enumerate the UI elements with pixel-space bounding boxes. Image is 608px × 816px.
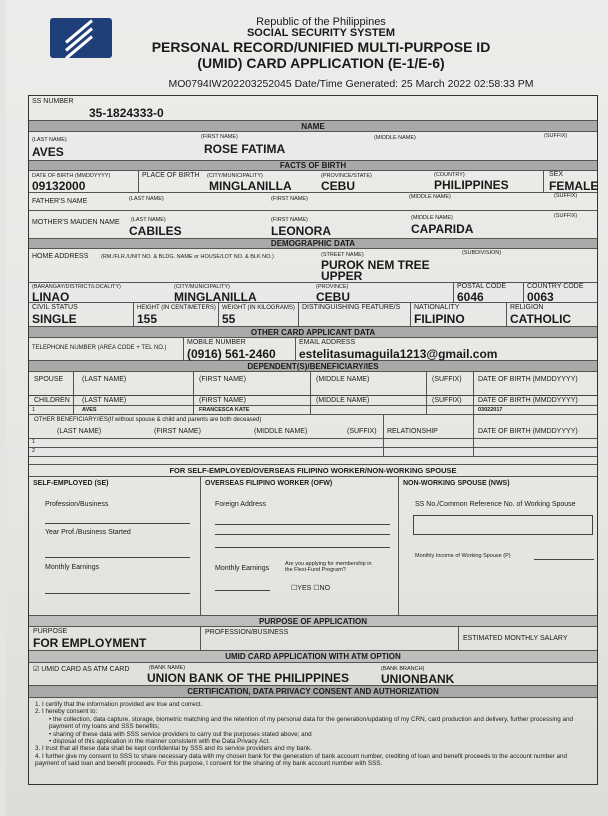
label: Foreign Address bbox=[215, 501, 266, 508]
email: estelitasumaguila1213@gmail.com bbox=[299, 347, 498, 361]
label: WEIGHT (IN KILOGRAMS) bbox=[222, 305, 295, 311]
sex: FEMALE bbox=[549, 179, 599, 193]
label: (LAST NAME) bbox=[82, 397, 127, 404]
label: (SUFFIX) bbox=[554, 213, 578, 219]
label: (FIRST NAME) bbox=[201, 134, 238, 140]
label: HOME ADDRESS bbox=[32, 253, 89, 260]
mother-last: CABILES bbox=[129, 224, 182, 238]
label: DATE OF BIRTH (MMDDYYYY) bbox=[32, 173, 111, 179]
dependents-section: DEPENDENT(S)/BENEFICIARY/IES bbox=[29, 361, 597, 372]
yes-label: YES bbox=[297, 585, 312, 592]
date-of-birth: 09132000 bbox=[32, 179, 86, 193]
child-last: AVES bbox=[82, 407, 97, 413]
row-number: 1 bbox=[32, 439, 36, 445]
height: 155 bbox=[137, 312, 158, 326]
label: (FIRST NAME) bbox=[199, 376, 246, 383]
republic-text: Republic of the Philippines bbox=[256, 16, 386, 28]
postal-code: 6046 bbox=[457, 290, 484, 304]
label: SEX bbox=[549, 171, 564, 178]
label: (RM./FLR./UNIT NO. & BLDG. NAME or HOUSE/LOT NO. & BLK NO.) bbox=[101, 254, 274, 260]
cert-item: • disposal of this application in the manner consistent with the Data Privacy Act. bbox=[49, 738, 270, 746]
label: (BANK NAME) bbox=[149, 665, 186, 671]
label: (FIRST NAME) bbox=[271, 217, 308, 223]
street-1: PUROK NEM TREE bbox=[321, 258, 430, 272]
label: DATE OF BIRTH (MMDDYYYY) bbox=[478, 397, 578, 404]
cert-item: 1. I certify that the information provided are true and correct. bbox=[35, 701, 203, 708]
label: PROFESSION/BUSINESS bbox=[205, 629, 289, 636]
label: COUNTRY CODE bbox=[527, 283, 584, 290]
label: POSTAL CODE bbox=[457, 283, 507, 290]
label: DATE OF BIRTH (MMDDYYYY) bbox=[478, 428, 578, 435]
bank-name: UNION BANK OF THE PHILIPPINES bbox=[147, 671, 350, 685]
label: Monthly Earnings bbox=[45, 564, 100, 571]
atm-checkbox[interactable]: ☑ UMID CARD AS ATM CARD bbox=[33, 666, 130, 673]
certification-section: CERTIFICATION, DATA PRIVACY CONSENT AND AUTHORIZATION bbox=[29, 686, 597, 698]
label: (MIDDLE NAME) bbox=[374, 135, 416, 141]
demographic-section: DEMOGRAPHIC DATA bbox=[29, 239, 597, 249]
label: (SUBDIVISION) bbox=[462, 250, 502, 256]
child-row bbox=[29, 406, 597, 415]
label: SS No./Common Reference No. of Working Spouse bbox=[415, 501, 576, 508]
ss-label: SS NUMBER bbox=[32, 98, 74, 105]
label: (MIDDLE NAME) bbox=[316, 397, 370, 404]
weight: 55 bbox=[222, 312, 236, 326]
label: SPOUSE bbox=[34, 376, 64, 383]
mobile-number: (0916) 561-2460 bbox=[187, 347, 276, 361]
label: Monthly Earnings bbox=[215, 565, 270, 572]
label: FATHER'S NAME bbox=[32, 198, 88, 205]
label: DATE OF BIRTH (MMDDYYYY) bbox=[478, 376, 578, 383]
label: (MIDDLE NAME) bbox=[254, 428, 308, 435]
form-title: PERSONAL RECORD/UNIFIED MULTI-PURPOSE ID bbox=[151, 39, 491, 55]
label: PLACE OF BIRTH bbox=[142, 172, 200, 179]
label: Monthly Income of Working Spouse (P) bbox=[415, 553, 511, 559]
barangay: LINAO bbox=[32, 290, 70, 304]
label: MOTHER'S MAIDEN NAME bbox=[32, 219, 120, 226]
label: SELF-EMPLOYED (SE) bbox=[33, 480, 109, 487]
other-section: OTHER CARD APPLICANT DATA bbox=[29, 327, 597, 338]
atm-label: UMID CARD AS ATM CARD bbox=[41, 666, 130, 673]
label: DISTINGUISHING FEATURE/S bbox=[302, 304, 401, 311]
sss-logo bbox=[50, 18, 112, 58]
no-label: NO bbox=[319, 585, 331, 592]
umid-section: UMID CARD APPLICATION WITH ATM OPTION bbox=[29, 651, 597, 663]
purpose: FOR EMPLOYMENT bbox=[33, 636, 147, 650]
label: (BANK BRANCH) bbox=[381, 666, 425, 672]
label: (LAST NAME) bbox=[131, 217, 166, 223]
label: EMAIL ADDRESS bbox=[299, 339, 356, 346]
label: (SUFFIX) bbox=[554, 193, 578, 199]
birth-section: FACTS OF BIRTH bbox=[29, 161, 597, 171]
certification-text bbox=[35, 701, 591, 768]
birth-province: CEBU bbox=[321, 179, 356, 193]
province: CEBU bbox=[316, 290, 351, 304]
label: MOBILE NUMBER bbox=[187, 339, 246, 346]
label: (LAST NAME) bbox=[57, 428, 102, 435]
cert-item: • sharing of these data with SSS service providers to carry out the purposes stated above; and bbox=[49, 730, 312, 738]
civil-status: SINGLE bbox=[32, 312, 77, 326]
label: ESTIMATED MONTHLY SALARY bbox=[463, 635, 568, 642]
ss-ref-field[interactable] bbox=[413, 515, 593, 535]
bank-branch: UNIONBANK bbox=[381, 672, 455, 686]
label: HEIGHT (IN CENTIMETERS) bbox=[137, 305, 216, 311]
label: (SUFFIX) bbox=[347, 428, 377, 435]
label: (CITY/MUNICIPALITY) bbox=[207, 173, 263, 179]
label: (STREET NAME) bbox=[321, 252, 364, 258]
application-form bbox=[28, 95, 598, 785]
label: PURPOSE bbox=[33, 628, 68, 635]
cert-item: 4. I further give my consent to SSS to share necessary data with my chosen bank for the generation of bank account number, crediting of loan and benefit proceeds to the account number and payment of said loan and benefit proceeds. For this purpose, I consent for the sharing of my bank account number with SSS. bbox=[35, 752, 568, 768]
label: CHILDREN bbox=[34, 397, 70, 404]
label: NON-WORKING SPOUSE (NWS) bbox=[403, 480, 510, 487]
label: (BARANGAY/DISTRICT/LOCALITY) bbox=[32, 284, 121, 290]
label: (SUFFIX) bbox=[432, 397, 462, 404]
label: (LAST NAME) bbox=[129, 196, 164, 202]
first-name: ROSE FATIMA bbox=[204, 142, 286, 156]
last-name: AVES bbox=[32, 145, 64, 159]
purpose-section: PURPOSE OF APPLICATION bbox=[29, 616, 597, 627]
label: TELEPHONE NUMBER (AREA CODE + TEL NO.) bbox=[32, 345, 167, 351]
child-first: FRANCESCA KATE bbox=[199, 407, 250, 413]
reference-line: MO0794IW202203252045 Date/Time Generated: 25 March 2022 02:58:33 PM bbox=[168, 78, 534, 90]
name-section: NAME bbox=[29, 121, 597, 132]
mother-middle: CAPARIDA bbox=[411, 222, 474, 236]
label: (CITY/MUNICIPALITY) bbox=[174, 284, 230, 290]
label: NATIONALITY bbox=[414, 304, 460, 311]
label: (MIDDLE NAME) bbox=[316, 376, 370, 383]
label: (LAST NAME) bbox=[32, 137, 67, 143]
birth-country: PHILIPPINES bbox=[434, 178, 509, 192]
label: (PROVINCE) bbox=[316, 284, 349, 290]
label: OVERSEAS FILIPINO WORKER (OFW) bbox=[205, 480, 333, 487]
city: MINGLANILLA bbox=[174, 290, 257, 304]
flexi-yes-checkbox[interactable]: ☐YES ☐NO bbox=[291, 585, 331, 592]
label: (COUNTRY) bbox=[434, 172, 465, 178]
label: (MIDDLE NAME) bbox=[409, 194, 451, 200]
label: (SUFFIX) bbox=[544, 133, 568, 139]
street-2: UPPER bbox=[321, 269, 363, 283]
form-title-2: (UMID) CARD APPLICATION (E-1/E-6) bbox=[197, 55, 445, 71]
birth-city: MINGLANILLA bbox=[209, 179, 292, 193]
agency-name: SOCIAL SECURITY SYSTEM bbox=[246, 27, 396, 39]
label: (MIDDLE NAME) bbox=[411, 215, 453, 221]
label: (PROVINCE/STATE) bbox=[321, 173, 372, 179]
label: OTHER BENEFICIARY/IES(If without spouse & child and parents are both deceased) bbox=[34, 417, 262, 423]
country-code: 0063 bbox=[527, 290, 554, 304]
label: Year Prof./Business Started bbox=[45, 529, 131, 536]
label: (FIRST NAME) bbox=[199, 397, 246, 404]
label: CIVIL STATUS bbox=[32, 304, 78, 311]
label: (LAST NAME) bbox=[82, 376, 127, 383]
label: Are you applying for membership in the Flexi-Fund Program? bbox=[285, 561, 372, 573]
child-number: 1 bbox=[32, 407, 36, 413]
religion: CATHOLIC bbox=[510, 312, 572, 326]
label: RELATIONSHIP bbox=[387, 428, 438, 435]
label: (FIRST NAME) bbox=[271, 196, 308, 202]
label: (SUFFIX) bbox=[432, 376, 462, 383]
cert-item: 3. I trust that all these data shall be kept confidential by SSS and its service providers and my bank. bbox=[35, 745, 312, 753]
ss-number: 35-1824333-0 bbox=[89, 106, 164, 120]
cert-item: 2. I hereby consent to: bbox=[35, 708, 98, 716]
label: Profession/Business bbox=[45, 501, 109, 508]
label: (FIRST NAME) bbox=[154, 428, 201, 435]
nationality: FILIPINO bbox=[414, 312, 465, 326]
employment-section: FOR SELF-EMPLOYED/OVERSEAS FILIPINO WORKER/NON-WORKING SPOUSE bbox=[29, 465, 597, 477]
cert-item: • the collection, data capture, storage, biometric matching and the retention of my personal data for the generation/updating of my CRN, card production and delivery, further processing and payment of my loans and SSS benefits; bbox=[49, 715, 573, 731]
label: RELIGION bbox=[510, 304, 544, 311]
child-dob: 03022017 bbox=[478, 407, 503, 413]
mother-first: LEONORA bbox=[271, 224, 331, 238]
row-number: 2 bbox=[32, 448, 36, 454]
